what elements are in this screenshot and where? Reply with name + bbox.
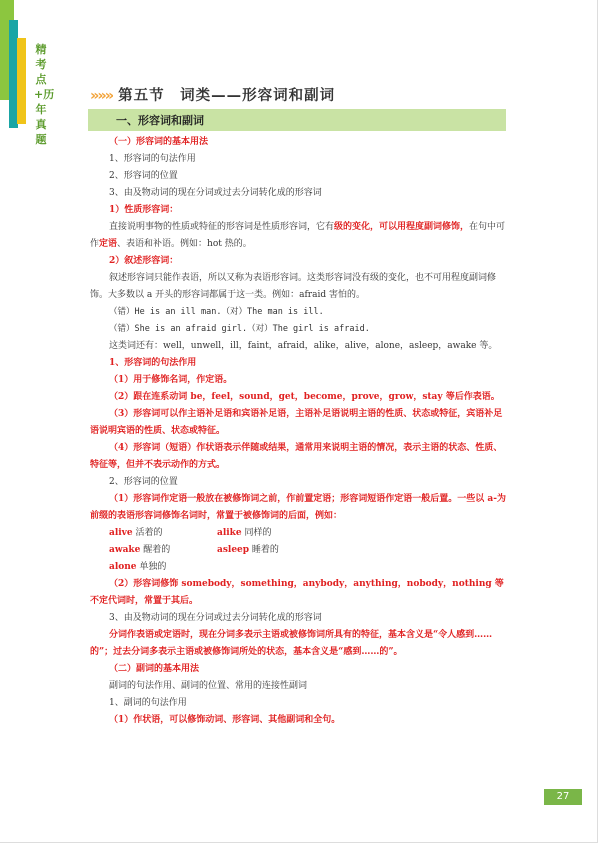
text-line: 1、形容词的句法作用 (109, 154, 196, 164)
word-term: alike (217, 528, 242, 538)
text-line: 1、形容词的句法作用 (109, 358, 197, 368)
word-entry (217, 525, 272, 542)
text-line: （1）形容词作定语一般放在被修饰词之前，作前置定语；形容词短语作定语一般后置。一些以 a-为前缀的表语形容词修饰名词时，常置于被修饰词的后面，例如： (90, 494, 506, 521)
text-line: （2）形容词修饰 somebody，something，anybody，anything，nobody，nothing 等不定代词时，常置于其后。 (90, 579, 504, 606)
word-meaning: 活着的 (132, 528, 163, 538)
word-meaning: 同样的 (241, 528, 272, 538)
text-segment: 在句中可作 (90, 222, 506, 249)
text-line: （一）形容词的基本用法 (109, 137, 209, 147)
word-entry (109, 542, 217, 559)
word-list (90, 525, 506, 576)
text-line: 2）叙述形容词： (109, 256, 179, 266)
page-number: 27 (544, 789, 582, 805)
text-line: 3、由及物动词的现在分词或过去分词转化成的形容词 (109, 613, 322, 623)
content-body (90, 134, 506, 729)
chevron-icon: »»» (90, 88, 113, 104)
text-line: （错）She is an afraid girl.（对）The girl is afraid. (109, 324, 370, 334)
text-line: 副词的句法作用、副词的位置、常用的连接性副词 (109, 681, 308, 691)
text-line: （二）副词的基本用法 (109, 664, 200, 674)
content-lines-1 (90, 134, 506, 525)
word-term: alive (109, 528, 133, 538)
text-line (90, 219, 506, 253)
section-heading (90, 84, 335, 105)
text-line: 这类词还有：well，unwell，ill，faint，afraid，alike，alive，alone，asleep，awake 等。 (109, 341, 498, 351)
content-lines-2 (90, 576, 506, 729)
word-entry (217, 542, 279, 559)
word-entry (109, 559, 217, 576)
text-line: （2）跟在连系动词 be，feel，sound，get，become，prove，grow，stay 等后作表语。 (109, 392, 500, 402)
text-line: 2、形容词的位置 (109, 171, 178, 181)
text-line: 2、形容词的位置 (109, 477, 178, 487)
text-line: 分词作表语或定语时，现在分词多表示主语或被修饰词所具有的特征，基本含义是“令人感到……的”；过去分词多表示主语或被修饰词所处的状态，基本含义是“感到……的”。 (90, 630, 493, 657)
text-line: （1）作状语，可以修饰动词、形容词、其他副词和全句。 (109, 715, 341, 725)
text-line: （4）形容词（短语）作状语表示伴随或结果，通常用来说明主语的情况，表示主语的状态、性质、特征等，但并不表示动作的方式。 (90, 443, 503, 470)
word-meaning: 醒着的 (140, 545, 171, 555)
word-meaning: 单独的 (136, 562, 167, 572)
text-line: 3、由及物动词的现在分词或过去分词转化成的形容词 (109, 188, 322, 198)
word-row (90, 542, 506, 559)
text-segment: 、表语和补语。例如：hot 热的。 (117, 239, 252, 249)
text-line: 叙述形容词只能作表语，所以又称为表语形容词。这类形容词没有级的变化，也不可用程度副词修饰。大多数以 a 开头的形容词都属于这一类。例如：afraid 害怕的。 (90, 273, 497, 300)
subsection-title: 一、形容词和副词 (116, 114, 204, 127)
word-term: awake (109, 545, 141, 555)
text-line: 1、副词的句法作用 (109, 698, 187, 708)
decor-bar-yellow (17, 38, 26, 124)
text-segment: 级的变化，可以用程度副词修饰， (334, 222, 470, 232)
text-segment: 直接说明事物的性质或特征的形容词是性质形容词，它有 (109, 222, 335, 232)
text-line: （3）形容词可以作主语补足语和宾语补足语，主语补足语说明主语的性质、状态或特征，宾语补足语说明宾语的性质、状态或特征。 (90, 409, 503, 436)
word-term: alone (109, 562, 137, 572)
section-title: 第五节 词类——形容词和副词 (118, 88, 336, 104)
subsection-band (88, 109, 506, 131)
text-line: （错）He is an ill man.（对）The man is ill. (109, 307, 324, 317)
word-row (90, 525, 506, 542)
word-term: asleep (217, 545, 250, 555)
word-row (90, 559, 506, 576)
text-segment: 定语 (99, 239, 118, 249)
word-entry (109, 525, 217, 542)
text-line: （1）用于修饰名词，作定语。 (109, 375, 233, 385)
text-line: 1）性质形容词： (109, 205, 179, 215)
word-meaning: 睡着的 (249, 545, 279, 555)
side-tag: 精考点+历年真题 (34, 43, 55, 146)
